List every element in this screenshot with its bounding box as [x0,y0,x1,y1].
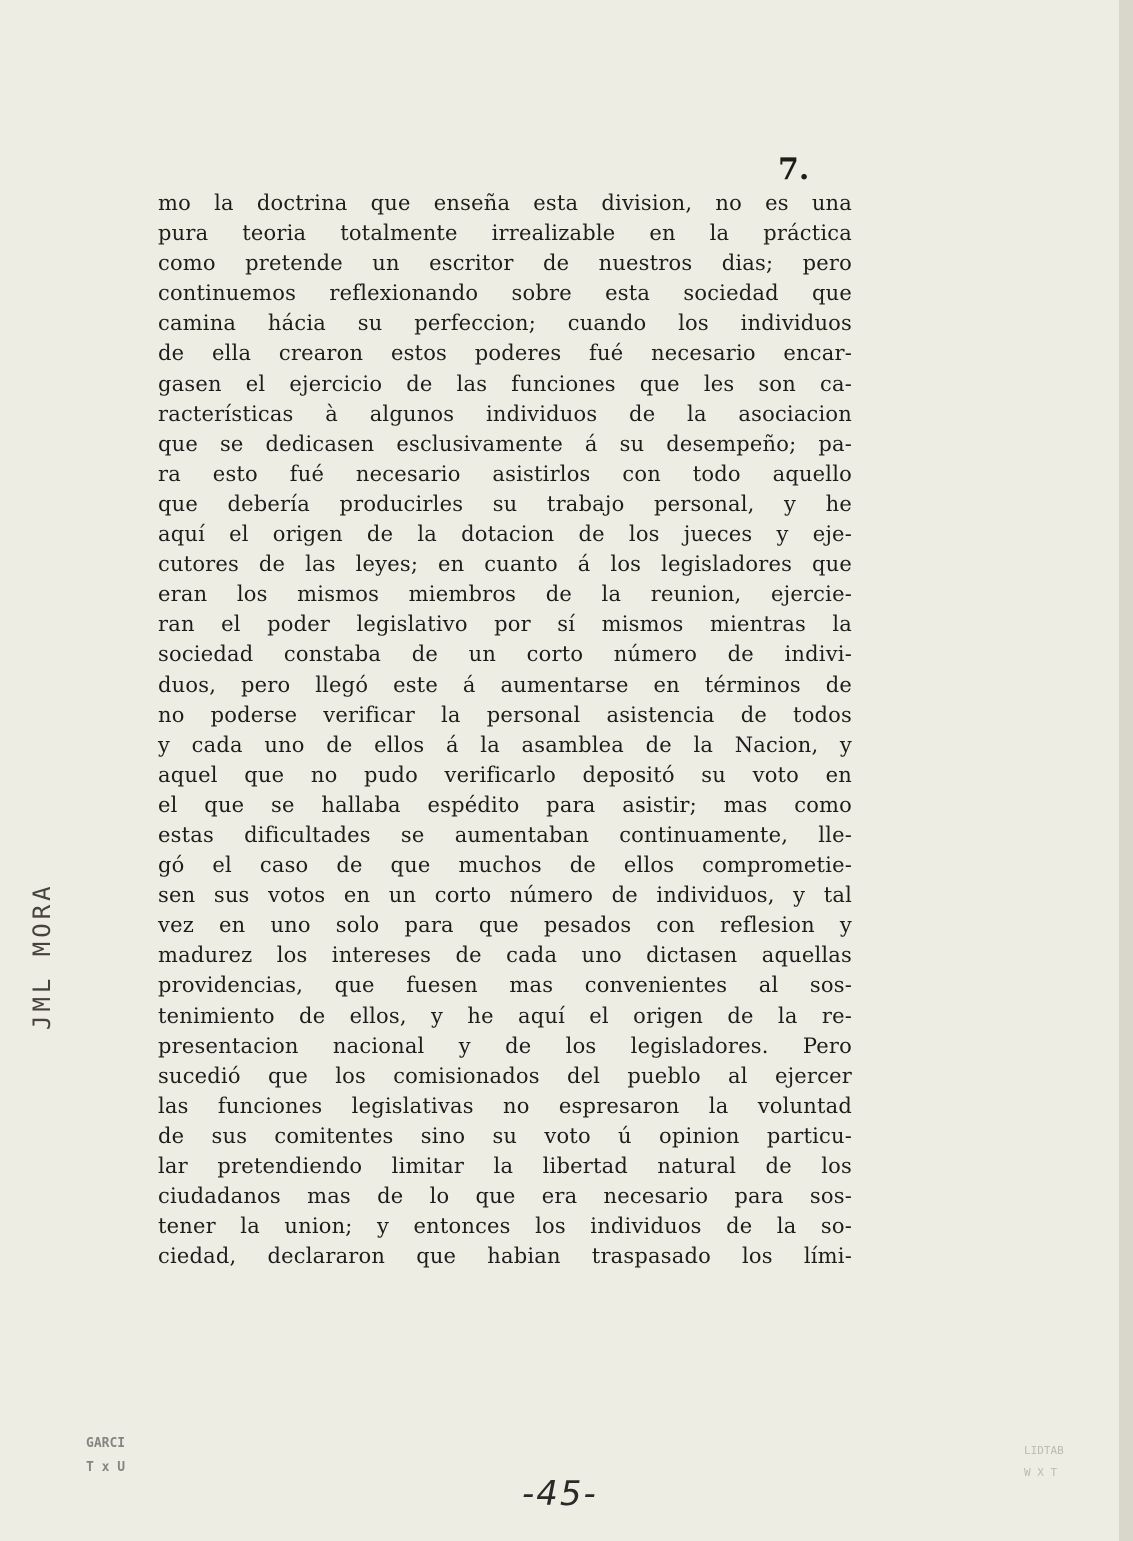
text-line: aquí el origen de la dotacion de los jueces y eje- [158,522,852,547]
text-line: continuemos reflexionando sobre esta sociedad que [158,281,852,306]
text-line: vez en uno solo para que pesados con reflesion y [158,913,852,938]
text-line: madurez los intereses de cada uno dictasen aquellas [158,943,852,968]
text-line: ra esto fué necesario asistirlos con todo aquello [158,461,852,486]
faded-stamp [1024,1440,1064,1484]
page-edge [1119,0,1133,1541]
text-line: las funciones legislativas no espresaron la voluntad [158,1093,852,1118]
text-line: presentacion nacional y de los legisladores. Pero [158,1033,852,1058]
text-line: sociedad constaba de un corto número de indivi- [158,642,852,667]
side-stamp: JML MORA [28,882,56,1030]
text-line: y cada uno de ellos á la asamblea de la Nacion, y [158,732,852,757]
text-line: el que se hallaba espédito para asistir; mas como [158,792,852,817]
text-line: ran el poder legislativo por sí mismos mientras la [158,612,852,637]
text-line: sucedió que los comisionados del pueblo al ejercer [158,1063,852,1088]
library-stamp-line: GARCI [86,1436,126,1451]
faded-stamp-line: LIDTAB [1024,1444,1064,1457]
library-stamp [86,1432,125,1480]
text-line: gasen el ejercicio de las funciones que les son ca- [158,371,852,396]
text-line: aquel que no pudo verificarlo depositó su voto en [158,762,852,787]
text-line: camina hácia su perfeccion; cuando los individuos [158,311,852,336]
text-line: sen sus votos en un corto número de individuos, y tal [158,883,852,908]
text-line: racterísticas à algunos individuos de la asociacion [158,401,852,426]
text-line: no poderse verificar la personal asistencia de todos [158,702,852,727]
library-stamp-line: T x U [86,1460,126,1475]
text-line: duos, pero llegó este á aumentarse en términos de [158,672,852,697]
text-line: mo la doctrina que enseña esta division, no es una [158,191,852,215]
text-line: eran los mismos miembros de la reunion, ejercie- [158,582,852,607]
text-line: providencias, que fuesen mas convenientes al sos- [158,973,852,998]
text-line: pura teoria totalmente irrealizable en la práctica [158,221,852,246]
text-line: gó el caso de que muchos de ellos comprometie- [158,853,852,878]
body-text [158,188,852,1271]
text-line: que se dedicasen esclusivamente á su desempeño; pa- [158,431,852,456]
text-line: tener la union; y entonces los individuos de la so- [158,1214,852,1239]
text-line: que debería producirles su trabajo personal, y he [158,491,852,516]
text-line: tenimiento de ellos, y he aquí el origen de la re- [158,1003,852,1028]
text-line: lar pretendiendo limitar la libertad natural de los [158,1154,852,1178]
faded-stamp-line: W X T [1024,1466,1058,1479]
text-line: como pretende un escritor de nuestros dias; pero [158,251,852,276]
text-line: estas dificultades se aumentaban continuamente, lle- [158,822,852,847]
handwritten-page-number: -45- [522,1474,598,1514]
text-line: cutores de las leyes; en cuanto á los legisladores que [158,552,852,577]
text-line: de sus comitentes sino su voto ú opinion particu- [158,1123,852,1148]
text-line: de ella crearon estos poderes fué necesario encar- [158,341,852,366]
text-line: ciedad, declararon que habian traspasado los lími- [158,1244,852,1269]
text-line: ciudadanos mas de lo que era necesario para sos- [158,1184,852,1209]
page-number: 7. [778,152,810,187]
